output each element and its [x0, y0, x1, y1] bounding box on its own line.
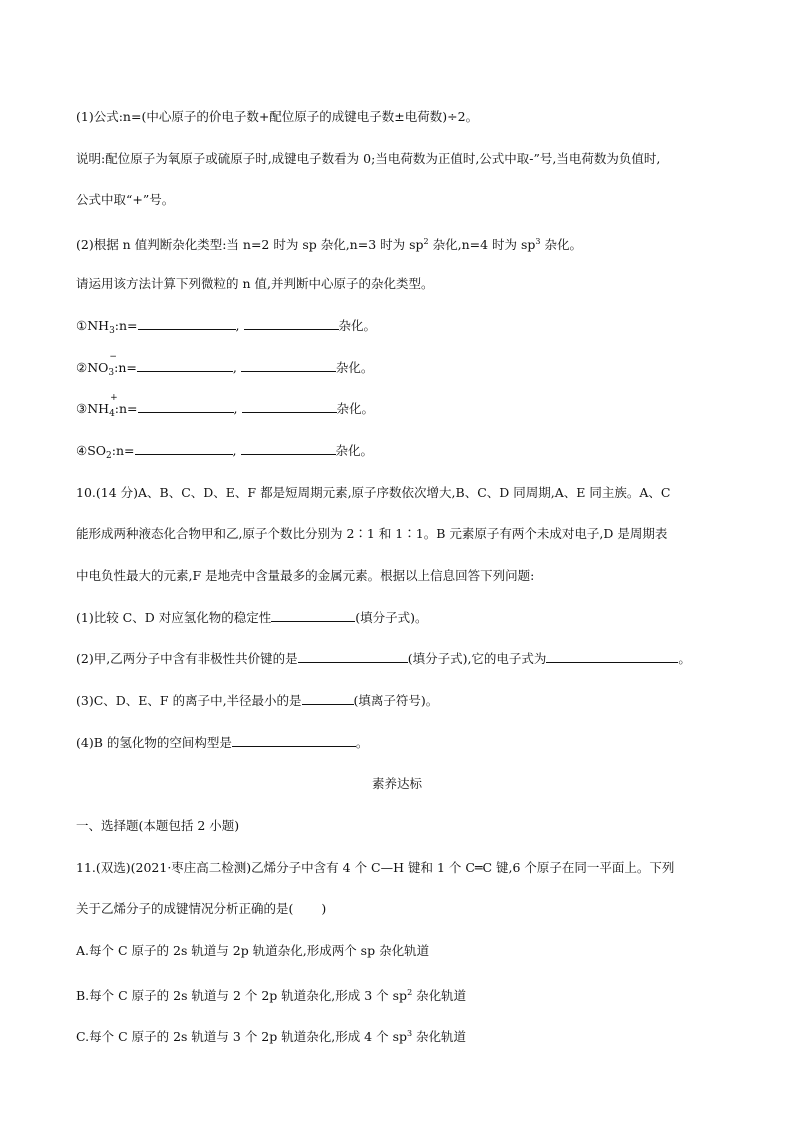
instruction-line: 请运用该方法计算下列微粒的 n 值,并判断中心原子的杂化类型。: [76, 276, 434, 291]
item-number: ④: [76, 443, 88, 458]
note-line-1: 说明:配位原子为氧原子或硫原子时,成键电子数看为 0;当电荷数为正值时,公式中取-”号,当电荷数为负值时,: [76, 151, 661, 166]
nonpolar-molecule-blank[interactable]: [298, 650, 408, 663]
item-tail: :n=: [114, 360, 137, 375]
formula-subscript: 2: [106, 451, 112, 461]
q10-part-1: [76, 609, 428, 627]
comma: ,: [233, 401, 238, 416]
q10-3-suffix: (填离子符号)。: [353, 693, 439, 708]
formula-base: NH: [87, 318, 110, 333]
hybrid-suffix: 杂化。: [338, 318, 377, 333]
item-tail: :n=: [114, 401, 138, 416]
q10-2-text: (2)甲,乙两分子中含有非极性共价键的是: [76, 651, 298, 666]
q10-3-text: (3)C、D、E、F 的离子中,半径最小的是: [76, 693, 302, 708]
q10-part-2: [76, 650, 691, 668]
option-a[interactable]: A.每个 C 原子的 2s 轨道与 2p 轨道杂化,形成两个 sp 杂化轨道: [76, 943, 430, 958]
option-c[interactable]: [76, 1025, 466, 1046]
q11-stem: 关于乙烯分子的成键情况分析正确的是(: [76, 901, 294, 916]
comma: ,: [235, 318, 240, 333]
q10-line-2: 能形成两种液态化合物甲和乙,原子个数比分别为 2∶1 和 1∶1。B 元素原子有两个未成对电子,D 是周期表: [76, 526, 668, 541]
q10-part-3: [76, 692, 438, 710]
q10-1-suffix: (填分子式)。: [355, 610, 428, 625]
option-b-tail: 杂化轨道: [412, 988, 467, 1003]
n-value-blank[interactable]: [137, 359, 233, 372]
hybrid-suffix: 杂化。: [335, 360, 374, 375]
item-number: ②: [76, 360, 88, 375]
formula-line: (1)公式:n=(中心原子的价电子数+配位原子的成键电子数±电荷数)÷2。: [76, 109, 479, 124]
q10-part-4: [76, 734, 368, 752]
q10-4-text: (4)B 的氢化物的空间构型是: [76, 735, 232, 750]
item-no3: [76, 352, 374, 382]
item-nh3: [76, 317, 376, 340]
option-c-sup: 3: [406, 1029, 413, 1038]
item-tail: :n=: [114, 318, 138, 333]
section-title: 素养达标: [371, 776, 422, 791]
hybrid-type-blank[interactable]: [241, 442, 336, 455]
part-title: 一、选择题(本题包括 2 小题): [76, 818, 240, 833]
rule-text-b: 杂化,n=4 时为 sp: [428, 237, 536, 252]
hybrid-type-blank[interactable]: [244, 317, 339, 330]
item-number: ①: [76, 318, 88, 333]
item-tail: :n=: [111, 443, 135, 458]
hybrid-suffix: 杂化。: [335, 443, 374, 458]
q11-line-1: 11.(双选)(2021·枣庄高二检测)乙烯分子中含有 4 个 C—H 键和 1 个 C═C 键,6 个原子在同一平面上。下列: [76, 860, 675, 875]
q10-1-text: (1)比较 C、D 对应氢化物的稳定性: [76, 610, 272, 625]
q11-line-2: [76, 900, 326, 918]
charge-sign: −: [109, 352, 117, 362]
hybridization-rule: [76, 233, 582, 254]
item-nh4: [76, 393, 375, 423]
formula-base: NO: [87, 360, 109, 375]
charge-sign: +: [110, 393, 118, 403]
formula-subscript: 3: [108, 368, 115, 378]
item-number: ③: [76, 401, 88, 416]
formula-base: SO: [87, 443, 107, 458]
option-b[interactable]: [76, 984, 466, 1005]
n-value-blank[interactable]: [135, 442, 233, 455]
q10-2-middle: (填分子式),它的电子式为: [407, 651, 547, 666]
rule-sup-2: 3: [535, 237, 541, 246]
q10-2-suffix: 。: [678, 651, 691, 666]
rule-text-c: 杂化。: [540, 237, 582, 252]
comma: ,: [232, 443, 237, 458]
formula-subscript: 4: [109, 409, 115, 419]
option-b-sup: 2: [407, 988, 413, 997]
item-so2: [76, 442, 373, 465]
smallest-ion-blank[interactable]: [302, 692, 354, 705]
formula-subscript: 3: [109, 326, 115, 336]
comma: ,: [232, 360, 237, 375]
q10-4-suffix: 。: [355, 735, 369, 750]
spatial-shape-blank[interactable]: [232, 734, 356, 747]
note-line-2: 公式中取“+”号。: [76, 192, 175, 207]
q10-line-1: 10.(14 分)A、B、C、D、E、F 都是短周期元素,原子序数依次增大,B、C、D 同周期,A、E 同主族。A、C: [76, 485, 671, 500]
option-b-text: B.每个 C 原子的 2s 轨道与 2 个 2p 轨道杂化,形成 3 个 sp: [76, 988, 408, 1003]
q11-close-paren: ): [321, 901, 327, 916]
option-c-text: C.每个 C 原子的 2s 轨道与 3 个 2p 轨道杂化,形成 4 个 sp: [76, 1029, 407, 1044]
formula-base: NH: [87, 401, 110, 416]
n-value-blank[interactable]: [138, 317, 236, 330]
hybrid-type-blank[interactable]: [241, 359, 336, 372]
q10-line-3: 中电负性最大的元素,F 是地壳中含量最多的金属元素。根据以上信息回答下列问题:: [76, 568, 535, 583]
n-value-blank[interactable]: [138, 400, 234, 413]
stability-blank[interactable]: [271, 609, 355, 622]
option-c-tail: 杂化轨道: [412, 1029, 467, 1044]
hybrid-type-blank[interactable]: [242, 400, 337, 413]
rule-sup-1: 2: [423, 237, 429, 246]
rule-text-a: (2)根据 n 值判断杂化类型:当 n=2 时为 sp 杂化,n=3 时为 sp: [76, 237, 424, 252]
hybrid-suffix: 杂化。: [336, 401, 375, 416]
electron-formula-blank[interactable]: [546, 650, 678, 663]
